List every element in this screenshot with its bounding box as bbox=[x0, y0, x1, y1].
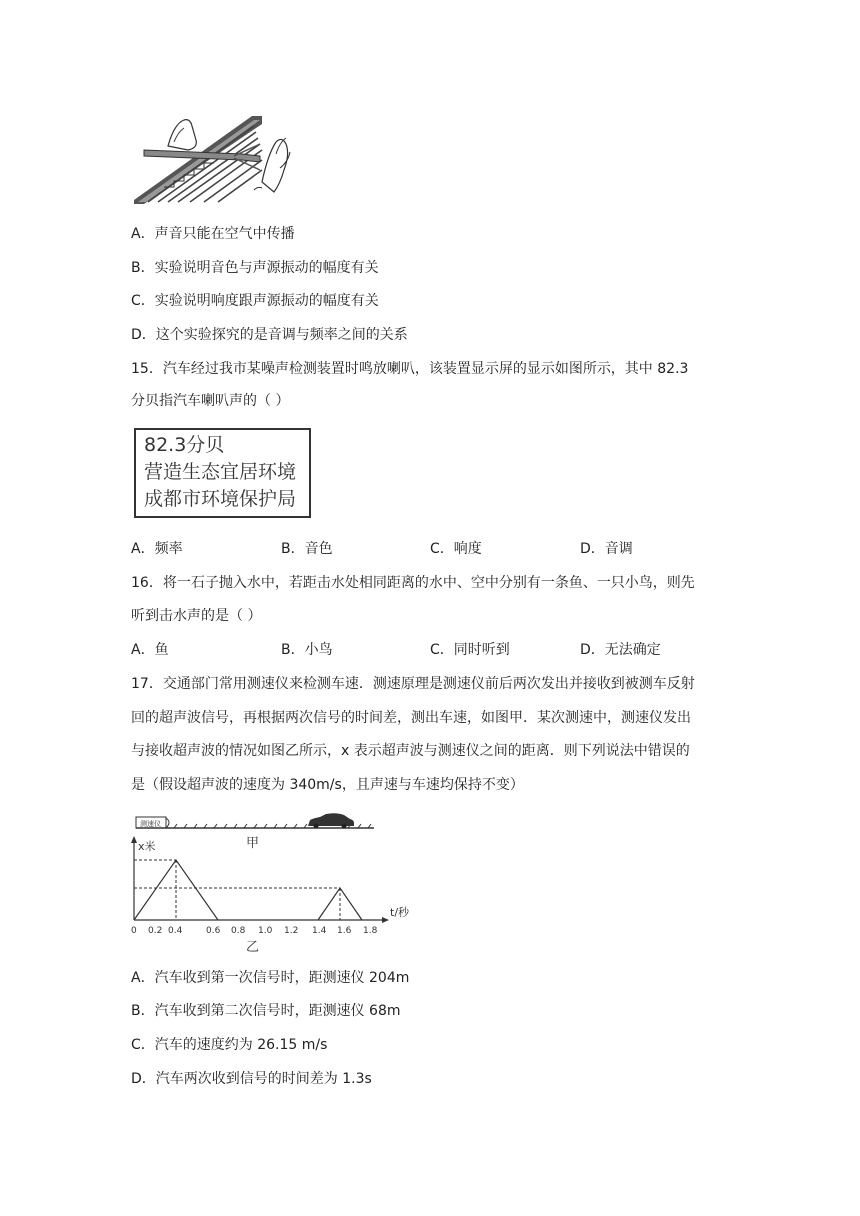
speed-gun-label: 测速仪 bbox=[140, 820, 161, 828]
q15-option-c: C．响度 bbox=[430, 541, 482, 557]
speed-measurement-figure bbox=[128, 810, 418, 956]
q17-option-c: C．汽车的速度约为 26.15 m/s bbox=[131, 1037, 328, 1053]
q16-option-d: D．无法确定 bbox=[580, 642, 661, 658]
tick-0.6: 0.6 bbox=[206, 926, 221, 936]
figure-yi-graph bbox=[131, 836, 410, 955]
label-jia: 甲 bbox=[246, 836, 260, 851]
q15-stem-line-1: 15．汽车经过我市某噪声检测装置时鸣放喇叭，该装置显示屏的显示如图所示，其中 82.3 bbox=[131, 361, 689, 377]
q15-option-b: B．音色 bbox=[281, 541, 333, 557]
q15-stem-line-2: 分贝指汽车喇叭声的（ ） bbox=[131, 393, 290, 409]
figure-jia bbox=[136, 813, 374, 851]
sign-line-3: 成都市环境保护局 bbox=[144, 488, 297, 510]
tick-1.0: 1.0 bbox=[258, 926, 273, 936]
q17-stem-line-4: 是（假设超声波的速度为 340m/s，且声速与车速均保持不变） bbox=[131, 777, 524, 793]
ruler-experiment-figure bbox=[134, 112, 304, 204]
x-axis-label: t/秒 bbox=[390, 906, 410, 919]
sign-line-1: 82.3分贝 bbox=[144, 434, 225, 456]
tick-0: 0 bbox=[131, 926, 137, 936]
sign-line-2: 营造生态宜居环境 bbox=[144, 461, 297, 483]
q17-option-d: D．汽车两次收到信号的时间差为 1.3s bbox=[131, 1071, 372, 1087]
tick-1.4: 1.4 bbox=[312, 926, 327, 936]
q17-stem-line-3: 与接收超声波的情况如图乙所示，x 表示超声波与测速仪之间的距离．则下列说法中错误的 bbox=[131, 743, 690, 759]
q16-stem-line-2: 听到击水声的是（ ） bbox=[131, 608, 262, 624]
q14-option-d: D．这个实验探究的是音调与频率之间的关系 bbox=[131, 327, 408, 343]
q17-option-b: B．汽车收到第二次信号时，距测速仪 68m bbox=[131, 1003, 401, 1019]
q16-stem-line-1: 16．将一石子抛入水中，若距击水处相同距离的水中、空中分别有一条鱼、一只小鸟，则先 bbox=[131, 575, 695, 591]
tick-1.8: 1.8 bbox=[363, 926, 378, 936]
noise-display-sign bbox=[134, 428, 311, 518]
tick-0.4: 0.4 bbox=[168, 926, 183, 936]
tick-0.2: 0.2 bbox=[148, 926, 163, 936]
q16-option-b: B．小鸟 bbox=[281, 642, 333, 658]
label-yi: 乙 bbox=[246, 940, 260, 955]
q14-option-a: A．声音只能在空气中传播 bbox=[131, 226, 295, 242]
tick-1.6: 1.6 bbox=[337, 926, 352, 936]
q15-option-d: D．音调 bbox=[580, 541, 633, 557]
q14-option-b: B．实验说明音色与声源振动的幅度有关 bbox=[131, 260, 379, 276]
q14-option-c: C．实验说明响度跟声源振动的幅度有关 bbox=[131, 293, 379, 309]
q15-option-a: A．频率 bbox=[131, 541, 183, 557]
q16-option-c: C．同时听到 bbox=[430, 642, 510, 658]
q17-stem-line-2: 回的超声波信号，再根据两次信号的时间差，测出车速，如图甲．某次测速中，测速仪发出 bbox=[131, 710, 691, 726]
y-axis-label: x米 bbox=[138, 840, 156, 853]
q17-option-a: A．汽车收到第一次信号时，距测速仪 204m bbox=[131, 970, 410, 986]
tick-0.8: 0.8 bbox=[231, 926, 246, 936]
q16-option-a: A．鱼 bbox=[131, 642, 169, 658]
tick-1.2: 1.2 bbox=[284, 926, 299, 936]
q17-stem-line-1: 17．交通部门常用测速仪来检测车速．测速原理是测速仪前后两次发出并接收到被测车反射 bbox=[131, 676, 695, 692]
